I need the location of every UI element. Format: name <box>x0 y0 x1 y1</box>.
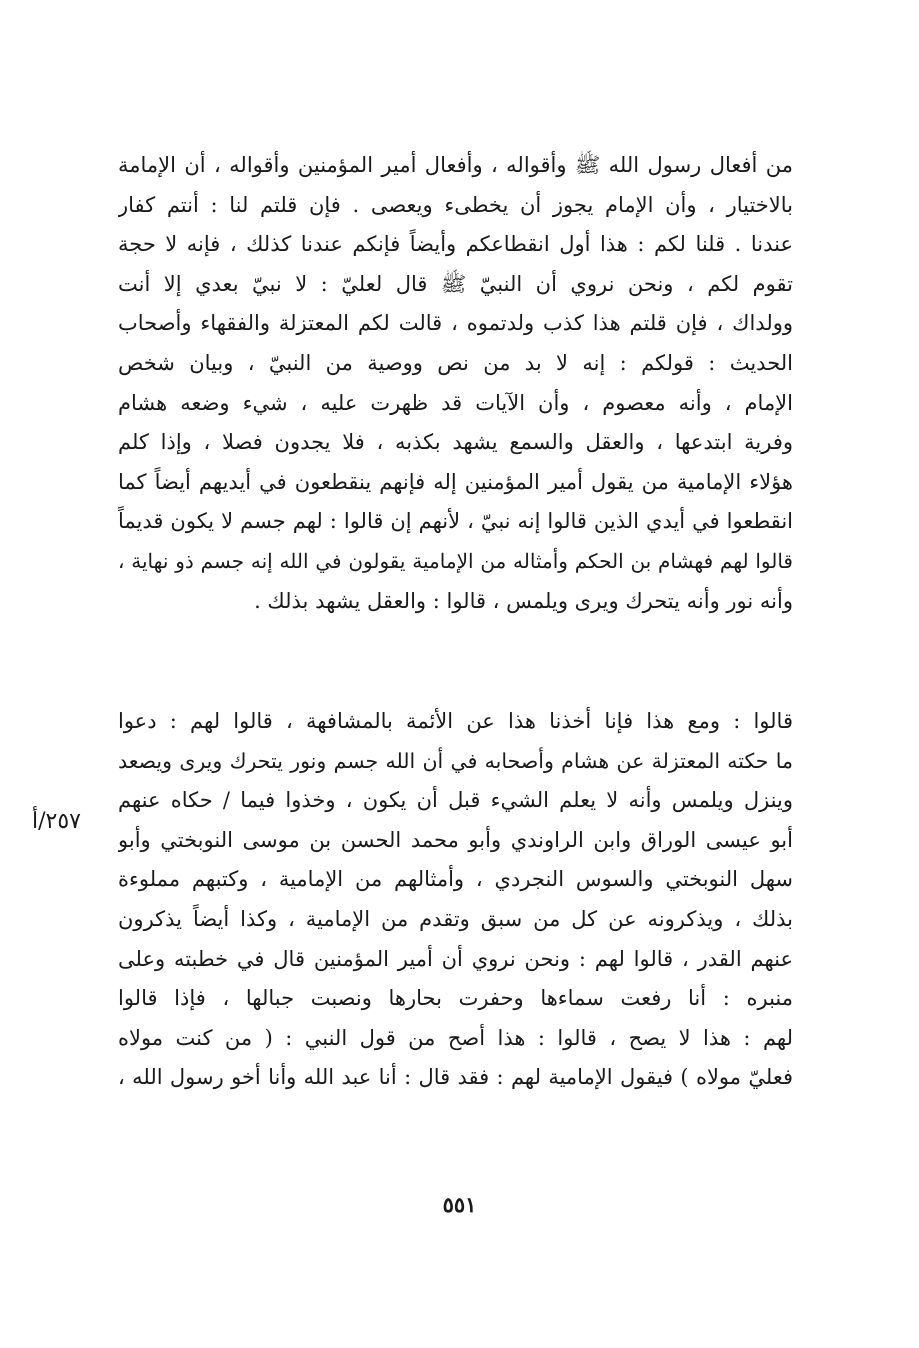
page-number: ٥٥١ <box>442 1192 477 1217</box>
text-line: ما حكته المعتزلة عن هشام وأصحابه في أن الله جسم ونور يتحرك ويرى ويصعد <box>118 748 793 773</box>
text-line: فعليّ مولاه ) فيقول الإمامية لهم : فقد قال : أنا عبد الله وأنا أخو رسول الله ، <box>118 1065 793 1090</box>
text-line: الحديث : قولكم : إنه لا بد من نص ووصية من النبيّ ، وبيان شخص <box>118 350 793 375</box>
text-line: وينزل ويلمس وأنه لا يعلم الشيء قبل أن يكون ، وخذوا فيما / حكاه عنهم <box>118 788 793 813</box>
text-line: هؤلاء الإمامية من يقول أمير المؤمنين إله فإنهم ينقطعون في أيديهم أيضاً كما <box>118 469 793 494</box>
text-line: وأنه نور وأنه يتحرك ويرى ويلمس ، قالوا : والعقل يشهد بذلك . <box>254 588 793 613</box>
text-line: قالوا لهم فهشام بن الحكم وأمثاله من الإمامية يقولون في الله إنه جسم ذو نهاية ، <box>118 548 793 573</box>
text-line: سهل النوبختي والسوس النجردي ، وأمثالهم من الإمامية ، وكتبهم مملوءة <box>118 867 793 892</box>
text-line: أبو عيسى الوراق وابن الراوندي وأبو محمد الحسن بن موسى النوبختي وأبو <box>118 827 793 852</box>
text-line: عنهم القدر ، قالوا لهم : ونحن نروي أن أمير المؤمنين قال في خطبته وعلى <box>118 946 793 971</box>
text-line: وولداك ، فإن قلتم هذا كذب ولدتموه ، قالت لكم المعتزلة والفقهاء وأصحاب <box>118 311 793 336</box>
text-line: من أفعال رسول الله ﷺ وأقواله ، وأفعال أمير المؤمنين وأقواله ، أن الإمامة <box>118 153 793 177</box>
text-line: انقطعوا في أيدي الذين قالوا إنه نبيّ ، لأنهم إن قالوا : لهم جسم لا يكون قديماً <box>118 509 793 534</box>
text-line: تقوم لكم ، ونحن نروي أن النبيّ ﷺ قال لعليّ : لا نبيّ بعدي إلا أنت <box>118 271 793 296</box>
text-line: بذلك ، ويذكرونه عن كل من سبق وتقدم من الإمامية ، وكذا أيضاً يذكرون <box>118 906 793 931</box>
text-line: قالوا : ومع هذا فإنا أخذنا هذا عن الأئمة بالمشافهة ، قالوا لهم : دعوا <box>118 709 793 733</box>
margin-folio-note: ٢٥٧/أ <box>32 809 81 834</box>
text-line: الإمام ، وأنه معصوم ، وأن الآيات قد ظهرت عليه ، شيء وضعه هشام <box>118 390 793 415</box>
paragraph-1 <box>118 146 793 621</box>
text-line: عندنا . قلنا لكم : هذا أول انقطاعكم وأيضاً فإنكم عندنا كذلك ، فإنه لا حجة <box>118 232 793 257</box>
text-line: منبره : أنا رفعت سماءها وحفرت بحارها ونصبت جبالها ، فإذا قالوا <box>118 986 793 1011</box>
text-line: بالاختيار ، وأن الإمام يجوز أن يخطىء ويعصى . فإن قلتم لنا : أنتم كفار <box>118 192 793 217</box>
text-line: وفرية ابتدعها ، والعقل والسمع يشهد بكذبه ، فلا يجدون فصلا ، وإذا كلم <box>118 430 793 455</box>
paragraph-2 <box>118 702 793 1098</box>
text-line: لهم : هذا لا يصح ، قالوا : هذا أصح من قول النبي : ( من كنت مولاه <box>118 1025 793 1050</box>
